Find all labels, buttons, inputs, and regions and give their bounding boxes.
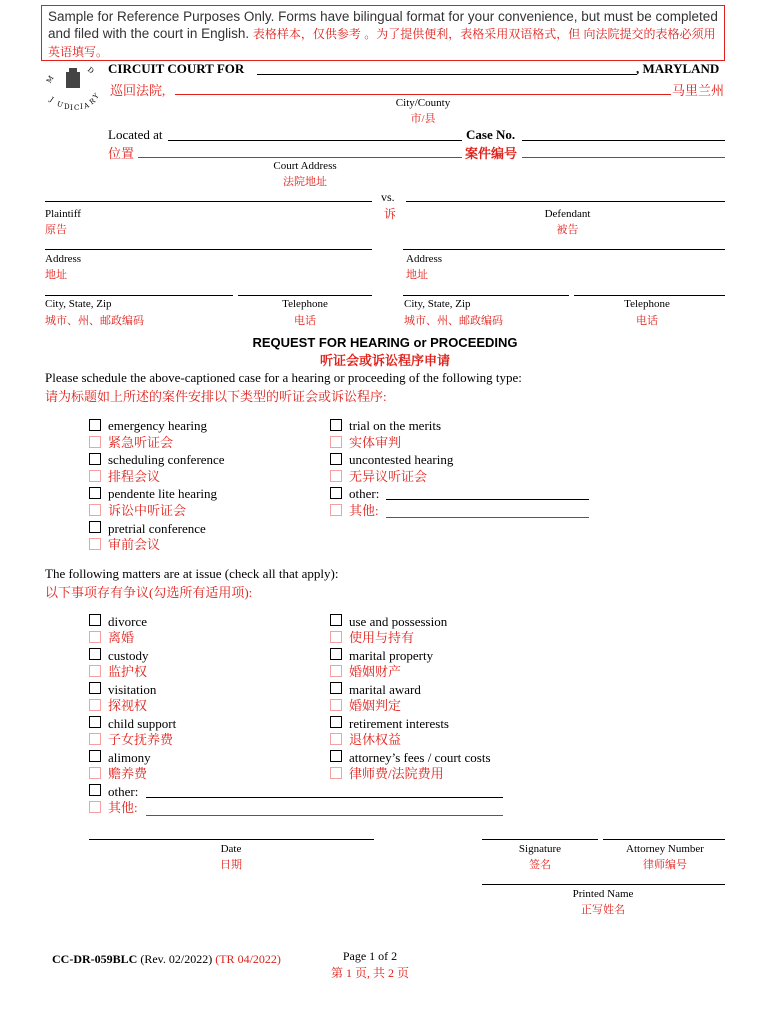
- plaintiff-telephone-caption-cn: 电话: [294, 315, 316, 327]
- located-at-label-cn: 位置: [108, 146, 135, 161]
- marital-award-label: marital award: [349, 682, 421, 697]
- printed-name-caption-cn: 正写姓名: [581, 904, 625, 916]
- emergency-hearing-label: emergency hearing: [108, 418, 208, 433]
- visitation-checkbox[interactable]: [89, 682, 101, 694]
- issues-intro-cn: 以下事项存有争议(勾选所有适用项):: [45, 585, 253, 600]
- custody-checkbox[interactable]: [89, 648, 101, 660]
- issues-other-checkbox[interactable]: [89, 784, 101, 796]
- custody-checkbox-cn: [89, 665, 101, 677]
- defendant-caption-cn: 被告: [556, 224, 579, 236]
- signature-field[interactable]: [482, 839, 598, 840]
- issues-other-label: other:: [108, 784, 139, 799]
- date-caption-cn: 日期: [220, 859, 242, 871]
- pretrial-conference-label-cn: 审前会议: [108, 537, 161, 552]
- retirement-interests-label-cn: 退休权益: [349, 732, 402, 747]
- attorney-number-field[interactable]: [603, 839, 725, 840]
- defendant-telephone-caption: Telephone: [624, 298, 670, 310]
- state-label: , MARYLAND: [636, 61, 720, 76]
- located-at-label: Located at: [108, 127, 163, 142]
- custody-label-cn: 监护权: [108, 664, 148, 679]
- hearing-other-checkbox[interactable]: [330, 487, 342, 499]
- attorney-fees-checkbox-cn: [330, 767, 342, 779]
- scheduling-conference-label: scheduling conference: [108, 452, 225, 467]
- retirement-interests-label: retirement interests: [349, 716, 449, 731]
- retirement-interests-checkbox-cn: [330, 733, 342, 745]
- svg-text:D: D: [64, 103, 70, 111]
- divorce-label: divorce: [108, 614, 147, 629]
- marital-property-checkbox[interactable]: [330, 648, 342, 660]
- svg-text:Y: Y: [91, 92, 101, 101]
- trial-on-merits-checkbox-cn: [330, 436, 342, 448]
- located-at-field[interactable]: [168, 140, 462, 141]
- form-title: REQUEST FOR HEARING or PROCEEDING: [252, 335, 518, 350]
- court-address-caption: Court Address: [273, 160, 337, 172]
- plaintiff-csz-caption-cn: 城市、州、邮政编码: [45, 315, 144, 327]
- banner-english-text: Sample for Reference Purposes Only. Forms have bilingual format for your convenience, but must be completed and filed with the court in English.: [48, 9, 718, 41]
- plaintiff-address-caption-cn: 地址: [45, 269, 67, 281]
- date-caption: Date: [220, 843, 242, 855]
- page-number: Page 1 of 2: [342, 949, 398, 963]
- marital-award-label-cn: 婚姻判定: [349, 698, 402, 713]
- attorney-fees-label-cn: 律师费/法院费用: [349, 766, 444, 781]
- vs-label-cn: 诉: [384, 207, 397, 221]
- divorce-checkbox[interactable]: [89, 614, 101, 626]
- svg-text:A: A: [82, 101, 91, 111]
- alimony-checkbox[interactable]: [89, 750, 101, 762]
- attorney-number-caption: Attorney Number: [626, 843, 704, 855]
- pendente-lite-hearing-checkbox[interactable]: [89, 487, 101, 499]
- issues-other-field[interactable]: [146, 797, 503, 798]
- child-support-checkbox[interactable]: [89, 716, 101, 728]
- vs-label: vs.: [381, 190, 395, 204]
- hearing-other-label: other:: [349, 486, 380, 501]
- svg-text:M: M: [45, 74, 56, 85]
- banner-chinese-text: 表格样本，仅供参考 。为了提供便利，表格采用双语格式，但 向法院提交的表格必须用英语填写。: [48, 27, 716, 59]
- svg-text:U: U: [55, 99, 64, 110]
- trial-on-merits-label-cn: 实体审判: [349, 435, 402, 450]
- plaintiff-csz-caption: City, State, Zip: [45, 298, 112, 310]
- defendant-field[interactable]: [406, 201, 725, 202]
- form-id: CC-DR-059BLC: [52, 952, 138, 966]
- court-address-caption-cn: 法院地址: [283, 176, 327, 188]
- svg-text:I: I: [80, 103, 83, 111]
- form-title-cn: 听证会或诉讼程序申请: [319, 353, 450, 368]
- marital-property-label-cn: 婚姻财产: [349, 664, 402, 679]
- pretrial-conference-checkbox[interactable]: [89, 521, 101, 533]
- emergency-hearing-checkbox-cn: [89, 436, 101, 448]
- hearing-other-checkbox-cn: [330, 504, 342, 516]
- svg-text:I: I: [70, 104, 73, 112]
- maryland-judiciary-seal-icon: [44, 58, 104, 114]
- trial-on-merits-label: trial on the merits: [349, 418, 442, 433]
- use-and-possession-checkbox-cn: [330, 631, 342, 643]
- form-translation-revision: (TR 04/2022): [215, 952, 281, 966]
- plaintiff-field[interactable]: [45, 201, 372, 202]
- issues-other-checkbox-cn: [89, 801, 101, 813]
- marital-award-checkbox[interactable]: [330, 682, 342, 694]
- sample-banner: [41, 5, 725, 61]
- hearing-type-intro-cn: 请为标题如上所述的案件安排以下类型的听证会或诉讼程序:: [45, 389, 387, 404]
- marital-award-checkbox-cn: [330, 699, 342, 711]
- svg-text:D: D: [85, 65, 96, 76]
- svg-text:J: J: [48, 95, 55, 104]
- use-and-possession-checkbox[interactable]: [330, 614, 342, 626]
- svg-text:C: C: [74, 104, 80, 112]
- uncontested-hearing-label-cn: 无异议听证会: [349, 469, 428, 484]
- signature-caption-cn: 签名: [529, 859, 551, 871]
- defendant-csz-caption: City, State, Zip: [404, 298, 471, 310]
- pendente-lite-hearing-checkbox-cn: [89, 504, 101, 516]
- pendente-lite-hearing-label: pendente lite hearing: [108, 486, 218, 501]
- issues-other-label-cn: 其他:: [108, 800, 138, 815]
- attorney-fees-label: attorney’s fees / court costs: [349, 750, 491, 765]
- state-label-cn: 马里兰州: [672, 83, 725, 98]
- issues-other-field-cn: [146, 815, 503, 816]
- divorce-checkbox-cn: [89, 631, 101, 643]
- child-support-checkbox-cn: [89, 733, 101, 745]
- printed-name-caption: Printed Name: [572, 888, 634, 900]
- plaintiff-telephone-field[interactable]: [238, 295, 372, 296]
- emergency-hearing-checkbox[interactable]: [89, 419, 101, 431]
- use-and-possession-label-cn: 使用与持有: [349, 630, 415, 645]
- hearing-other-field-cn: [386, 517, 589, 518]
- uncontested-hearing-checkbox-cn: [330, 470, 342, 482]
- plaintiff-telephone-caption: Telephone: [282, 298, 328, 310]
- issues-intro: The following matters are at issue (check all that apply):: [45, 566, 339, 581]
- case-number-field-cn: [522, 157, 725, 158]
- hearing-other-field[interactable]: [386, 499, 589, 500]
- pretrial-conference-checkbox-cn: [89, 538, 101, 550]
- plaintiff-address-field[interactable]: [45, 249, 372, 250]
- marital-property-checkbox-cn: [330, 665, 342, 677]
- form-revision: (Rev. 02/2022): [140, 952, 213, 966]
- visitation-label: visitation: [108, 682, 157, 697]
- page-number-cn: 第 1 页, 共 2 页: [330, 966, 409, 980]
- printed-name-field[interactable]: [482, 884, 725, 885]
- circuit-court-field-cn: [175, 94, 671, 95]
- defendant-city-state-zip-field[interactable]: [403, 295, 569, 296]
- custody-label: custody: [108, 648, 149, 663]
- plaintiff-caption-cn: 原告: [45, 224, 67, 236]
- alimony-label: alimony: [108, 750, 151, 765]
- scheduling-conference-checkbox-cn: [89, 470, 101, 482]
- pretrial-conference-label: pretrial conference: [108, 521, 206, 536]
- child-support-label-cn: 子女抚养费: [108, 732, 174, 747]
- marital-property-label: marital property: [349, 648, 434, 663]
- form-id-line: [52, 952, 281, 967]
- defendant-telephone-caption-cn: 电话: [636, 315, 658, 327]
- defendant-address-caption-cn: 地址: [406, 269, 428, 281]
- retirement-interests-checkbox[interactable]: [330, 716, 342, 728]
- pendente-lite-hearing-label-cn: 诉讼中听证会: [108, 503, 187, 518]
- scheduling-conference-label-cn: 排程会议: [108, 469, 161, 484]
- svg-text:R: R: [88, 96, 97, 107]
- hearing-other-label-cn: 其他:: [349, 503, 379, 518]
- defendant-csz-caption-cn: 城市、州、邮政编码: [404, 315, 503, 327]
- city-county-caption: City/County: [395, 97, 451, 109]
- signature-caption: Signature: [518, 843, 562, 855]
- emergency-hearing-label-cn: 紧急听证会: [108, 435, 174, 450]
- case-number-label-cn: 案件编号: [465, 146, 518, 161]
- visitation-checkbox-cn: [89, 699, 101, 711]
- case-number-label: Case No.: [466, 127, 516, 142]
- located-at-field-cn: [138, 157, 462, 158]
- defendant-caption: Defendant: [544, 208, 591, 220]
- defendant-telephone-field[interactable]: [574, 295, 725, 296]
- defendant-address-caption: Address: [406, 253, 443, 265]
- hearing-type-intro: Please schedule the above-captioned case for a hearing or proceeding of the following type:: [45, 370, 522, 385]
- trial-on-merits-checkbox[interactable]: [330, 419, 342, 431]
- plaintiff-city-state-zip-field[interactable]: [45, 295, 233, 296]
- plaintiff-caption: Plaintiff: [45, 208, 81, 220]
- defendant-address-field[interactable]: [403, 249, 725, 250]
- city-county-caption-cn: 市/县: [410, 113, 436, 125]
- circuit-court-label: CIRCUIT COURT FOR: [108, 61, 245, 76]
- alimony-label-cn: 赡养费: [108, 766, 148, 781]
- date-field[interactable]: [89, 839, 374, 840]
- circuit-court-field[interactable]: [257, 74, 637, 75]
- plaintiff-address-caption: Address: [45, 253, 82, 265]
- uncontested-hearing-checkbox[interactable]: [330, 453, 342, 465]
- attorney-fees-checkbox[interactable]: [330, 750, 342, 762]
- attorney-number-caption-cn: 律师编号: [643, 859, 687, 871]
- scheduling-conference-checkbox[interactable]: [89, 453, 101, 465]
- use-and-possession-label: use and possession: [349, 614, 448, 629]
- visitation-label-cn: 探视权: [108, 698, 148, 713]
- alimony-checkbox-cn: [89, 767, 101, 779]
- divorce-label-cn: 离婚: [108, 630, 135, 645]
- uncontested-hearing-label: uncontested hearing: [349, 452, 454, 467]
- child-support-label: child support: [108, 716, 177, 731]
- case-number-field[interactable]: [522, 140, 725, 141]
- circuit-court-label-cn: 巡回法院,: [110, 83, 166, 98]
